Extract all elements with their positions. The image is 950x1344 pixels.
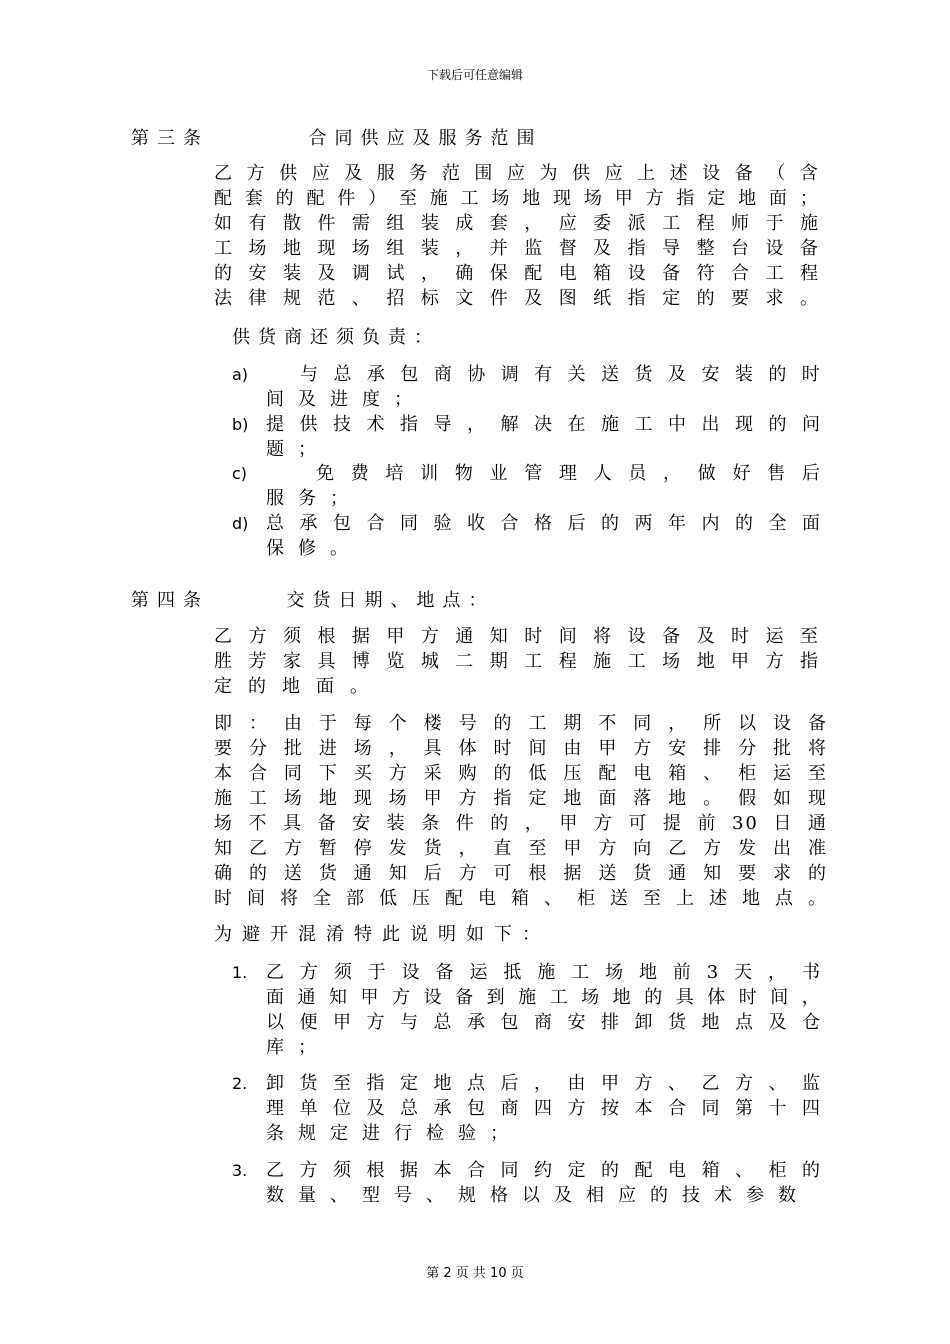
list-item-line: 题 ； [266, 439, 316, 460]
list-item-marker: a) [232, 365, 249, 384]
article-3-lead-text: 供货商还须负责： [232, 327, 440, 348]
paragraph-line: 知 乙 方 暂 停 发 货 ， 直 至 甲 方 向 乙 方 发 出 准 [214, 838, 828, 859]
page-header: 下载后可任意编辑 [426, 68, 523, 82]
list-item-line: 理 单 位 及 总 承 包 商 四 方 按 本 合 同 第 十 四 [266, 1098, 820, 1119]
article-3-number: 第三条 [131, 128, 209, 149]
article-3-paragraph [214, 161, 820, 311]
paragraph-line: 确 的 送 货 通 知 后 方 可 根 据 送 货 通 知 要 求 的 [214, 863, 828, 884]
paragraph-line: 的 安 装 及 调 试 ， 确 保 配 电 箱 设 备 符 合 工 程 [214, 263, 820, 284]
paragraph-line: 场 不 具 备 安 装 条 件 的 ， 甲 方 可 提 前 30 日 通 [214, 813, 828, 834]
article-4-heading: 交货日期、地点： [286, 590, 495, 611]
list-item-line: 总 承 包 合 同 验 收 合 格 后 的 两 年 内 的 全 面 [266, 513, 820, 534]
list-item-marker: 3. [232, 1161, 248, 1180]
paragraph-line: 定 的 地 面 。 [214, 676, 370, 697]
list-item-line: 与 总 承 包 商 协 调 有 关 送 货 及 安 装 的 时 [300, 364, 820, 385]
paragraph-line: 乙 方 须 根 据 甲 方 通 知 时 间 将 设 备 及 时 运 至 [214, 626, 820, 647]
list-item-line: 保 修 。 [266, 538, 348, 559]
list-item-line: 间 及 进 度 ； [266, 389, 412, 410]
article-3-heading: 合同供应及服务范围 [308, 128, 543, 149]
list-item-line: 库 ； [266, 1037, 316, 1058]
paragraph-line: 工 场 地 现 场 组 装 ， 并 监 督 及 指 导 整 台 设 备 [214, 238, 820, 259]
list-item-marker: b) [232, 415, 249, 434]
list-item-marker: 1. [232, 963, 248, 982]
article-4-title [131, 586, 494, 612]
paragraph-line: 要 分 批 进 场 ， 具 体 时 间 由 甲 方 安 排 分 批 将 [214, 738, 828, 759]
list-item-marker: 2. [232, 1074, 248, 1093]
paragraph-line: 施 工 场 地 现 场 甲 方 指 定 地 面 落 地 。 假 如 现 [214, 788, 828, 809]
list-item-line: 条 规 定 进 行 检 验 ； [266, 1123, 508, 1144]
list-item-marker: c) [232, 464, 248, 483]
page-footer: 第 2 页 共 10 页 [426, 1266, 524, 1281]
article-4-lead [214, 922, 814, 947]
paragraph-line: 法 律 规 范 、 招 标 文 件 及 图 纸 指 定 的 要 求 。 [214, 288, 820, 309]
list-item-line: 乙 方 须 于 设 备 运 抵 施 工 场 地 前 3 天 ， 书 [266, 962, 820, 983]
paragraph-line: 配 套 的 配 件 ） 至 施 工 场 地 现 场 甲 方 指 定 地 面 ； [214, 188, 820, 209]
paragraph-line: 本 合 同 下 买 方 采 购 的 低 压 配 电 箱 、 柜 运 至 [214, 763, 828, 784]
article-3-lead [232, 325, 832, 350]
list-item-line: 乙 方 须 根 据 本 合 同 约 定 的 配 电 箱 、 柜 的 [266, 1160, 820, 1181]
article-4-paragraph-1 [214, 624, 820, 699]
paragraph-line: 即 ： 由 于 每 个 楼 号 的 工 期 不 同 ， 所 以 设 备 [214, 713, 828, 734]
paragraph-line: 胜 芳 家 具 博 览 城 二 期 工 程 施 工 场 地 甲 方 指 [214, 651, 820, 672]
article-4-lead-text: 为避开混淆特此说明如下： [214, 924, 550, 945]
list-item-line: 提 供 技 术 指 导 ， 解 决 在 施 工 中 出 现 的 问 [266, 414, 820, 435]
article-4-paragraph-2 [214, 711, 828, 911]
list-item-line: 以 便 甲 方 与 总 承 包 商 安 排 卸 货 地 点 及 仓 [266, 1012, 820, 1033]
paragraph-line: 如 有 散 件 需 组 装 成 套 ， 应 委 派 工 程 师 于 施 [214, 213, 820, 234]
list-item-line: 数 量 、 型 号 、 规 格 以 及 相 应 的 技 术 参 数 [266, 1185, 796, 1206]
list-item-line: 面 通 知 甲 方 设 备 到 施 工 场 地 的 具 体 时 间 ， [266, 987, 820, 1008]
list-item-line: 服 务 ； [266, 488, 348, 509]
list-item-line: 免 费 培 训 物 业 管 理 人 员 ， 做 好 售 后 [316, 463, 820, 484]
paragraph-line: 时 间 将 全 部 低 压 配 电 箱 、 柜 送 至 上 述 地 点 。 [214, 888, 828, 909]
paragraph-line: 乙 方 供 应 及 服 务 范 围 应 为 供 应 上 述 设 备 （ 含 [214, 163, 820, 184]
article-4-number: 第四条 [131, 590, 209, 611]
list-item-marker: d) [232, 514, 249, 533]
list-item-line: 卸 货 至 指 定 地 点 后 ， 由 甲 方 、 乙 方 、 监 [266, 1073, 820, 1094]
article-3-title [131, 124, 542, 150]
